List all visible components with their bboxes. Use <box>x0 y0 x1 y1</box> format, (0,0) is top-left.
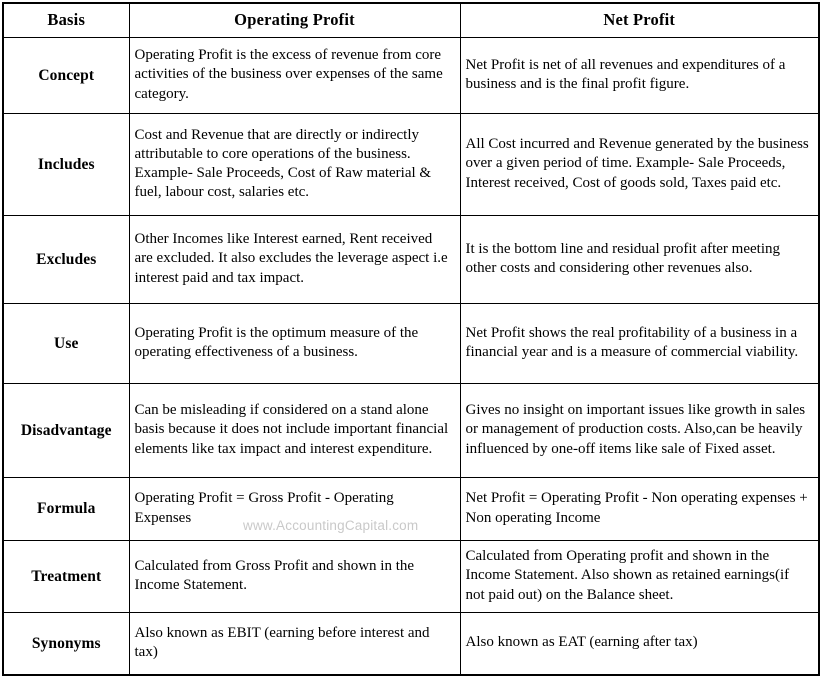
row-label-formula: Formula <box>3 478 129 541</box>
table-header <box>3 3 819 38</box>
cell-synonyms-operating-profit: Also known as EBIT (earning before interest and tax) <box>129 613 460 676</box>
cell-includes-operating-profit: Cost and Revenue that are directly or indirectly attributable to core operations of the business. Example- Sale Proceeds, Cost of Raw material & fuel, labour cost, salaries etc. <box>129 114 460 216</box>
row-label-excludes: Excludes <box>3 216 129 304</box>
row-label-treatment: Treatment <box>3 541 129 613</box>
row-label-includes: Includes <box>3 114 129 216</box>
row-label-use: Use <box>3 304 129 384</box>
cell-formula-net-profit: Net Profit = Operating Profit - Non operating expenses + Non operating Income <box>460 478 819 541</box>
cell-synonyms-net-profit: Also known as EAT (earning after tax) <box>460 613 819 676</box>
table-row <box>3 38 819 114</box>
row-label-synonyms: Synonyms <box>3 613 129 676</box>
table-row <box>3 478 819 541</box>
table-row <box>3 541 819 613</box>
cell-treatment-net-profit: Calculated from Operating profit and shown in the Income Statement. Also shown as retained earnings(if not paid out) on the Balance sheet. <box>460 541 819 613</box>
operating-profit-vs-net-profit-table <box>2 2 820 676</box>
cell-concept-net-profit: Net Profit is net of all revenues and expenditures of a business and is the final profit figure. <box>460 38 819 114</box>
column-header-basis: Basis <box>3 3 129 38</box>
cell-use-net-profit: Net Profit shows the real profitability of a business in a financial year and is a measure of commercial viability. <box>460 304 819 384</box>
header-row <box>3 3 819 38</box>
table-row <box>3 384 819 478</box>
cell-includes-net-profit: All Cost incurred and Revenue generated by the business over a given period of time. Example- Sale Proceeds, Interest received, Cost of goods sold, Taxes paid etc. <box>460 114 819 216</box>
row-label-concept: Concept <box>3 38 129 114</box>
cell-excludes-operating-profit: Other Incomes like Interest earned, Rent received are excluded. It also excludes the leverage aspect i.e interest paid and tax impact. <box>129 216 460 304</box>
table-row <box>3 304 819 384</box>
column-header-operating-profit: Operating Profit <box>129 3 460 38</box>
cell-concept-operating-profit: Operating Profit is the excess of revenue from core activities of the business over expenses of the same category. <box>129 38 460 114</box>
watermark: www.AccountingCapital.com <box>243 518 419 533</box>
cell-disadvantage-net-profit: Gives no insight on important issues like growth in sales or management of production costs. Also,can be heavily influenced by one-off items like sale of Fixed asset. <box>460 384 819 478</box>
cell-disadvantage-operating-profit: Can be misleading if considered on a stand alone basis because it does not include important financial elements like tax impact and interest expenditure. <box>129 384 460 478</box>
table-row <box>3 613 819 676</box>
table-body <box>3 38 819 676</box>
column-header-net-profit: Net Profit <box>460 3 819 38</box>
cell-formula-operating-profit: Operating Profit = Gross Profit - Operating Expenses <box>129 478 460 541</box>
table-row <box>3 114 819 216</box>
cell-treatment-operating-profit: Calculated from Gross Profit and shown in the Income Statement. <box>129 541 460 613</box>
table-row <box>3 216 819 304</box>
cell-excludes-net-profit: It is the bottom line and residual profit after meeting other costs and considering other revenues also. <box>460 216 819 304</box>
row-label-disadvantage: Disadvantage <box>3 384 129 478</box>
cell-use-operating-profit: Operating Profit is the optimum measure of the operating effectiveness of a business. <box>129 304 460 384</box>
